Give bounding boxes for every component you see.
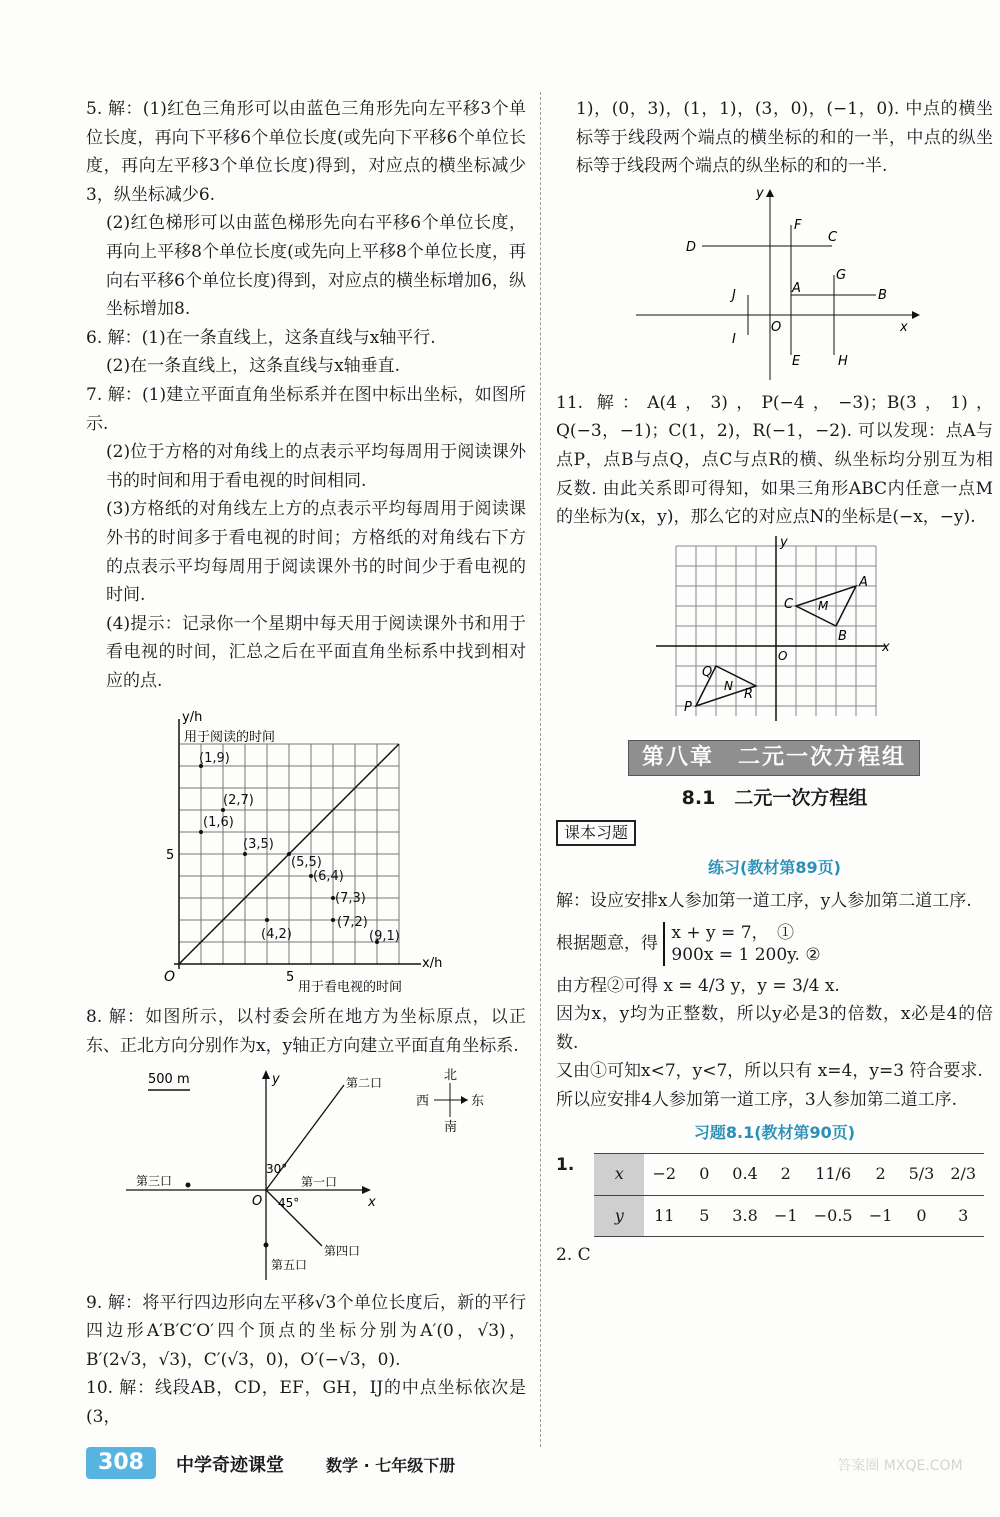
point-label: (1,9) [199, 751, 230, 767]
answer-7-part2: (2)位于方格的对角线上的点表示平均每周用于阅读课外书的时间和用于看电视的时间相同. [106, 442, 526, 491]
origin-label: O [252, 1193, 263, 1209]
point-A: A [859, 574, 868, 590]
answer-7-part1: 7. 解：(1)建立平面直角坐标系并在图中标出坐标，如图所示. [86, 384, 526, 434]
table-row-x [594, 1154, 984, 1196]
point-P: P [684, 699, 692, 715]
x-axis-label: x/h [422, 956, 443, 972]
point-label: (9,1) [369, 929, 400, 945]
point-M: M [818, 598, 829, 613]
point-label: (5,5) [291, 855, 322, 871]
table-cell: 2 [766, 1154, 806, 1196]
answer-5-part2: (2)红色梯形可以由蓝色梯形先向右平移6个单位长度，再向上平移8个单位长度(或先向上平移8个单位长度，再向右平移6个单位长度)得到，对应点的横坐标增加6，纵坐标增加8. [106, 213, 526, 320]
point-label: (7,3) [335, 891, 366, 907]
south-label: 南 [444, 1119, 458, 1135]
answer-10-continued: 1)，(0，3)，(1，1)，(3，0)，(−1，0). 中点的横坐标等于线段两个端点的横坐标的和的一半，中点的纵坐标等于线段两个端点的纵坐标的和的一半. [576, 99, 993, 177]
equation-1: x + y = 7， ① [671, 922, 795, 943]
table-cell: −2 [644, 1154, 684, 1196]
table-cell: 3 [942, 1195, 984, 1237]
compass-icon [416, 1068, 484, 1135]
y-axis-label: y [780, 535, 788, 550]
question-1 [556, 1151, 993, 1241]
table-cell: 2 [861, 1154, 901, 1196]
table-cell: −0.5 [806, 1195, 861, 1237]
point-J: J [732, 287, 736, 303]
table-cell: 5/3 [901, 1154, 943, 1196]
equation-intro: 根据题意，得 [556, 933, 658, 954]
well-map [86, 1065, 526, 1285]
reading-tv-graph [86, 699, 526, 999]
origin-label: O [164, 969, 176, 986]
point-H: H [838, 353, 848, 369]
answer-11: 11. 解：A(4，3)，P(−4，−3)；B(3，1)，Q(−3，−1)；C(1，2)，R(−1，−2). 可以发现：点A与点P，点B与点Q，点C与点R的横、纵坐标均分别互为相反数. 由此关系即可得知，如果三角形ABC内任意一点M的坐标为(x，y)，那么它的对应点N的坐标是(−x，−y). [556, 392, 993, 528]
well-4-label: 第四口 [324, 1243, 361, 1258]
point-G: G [836, 267, 847, 283]
table-cell: 11 [644, 1195, 684, 1237]
x-axis-label: x [368, 1194, 376, 1210]
page-footer [86, 1447, 506, 1483]
exercise-tag: 课本习题 [556, 820, 636, 846]
answer-10-start: 10. 解：线段AB，CD，EF，GH，IJ的中点坐标依次是(3， [86, 1378, 526, 1428]
west-label: 西 [416, 1093, 430, 1109]
book-title: 中学奇迹课堂 [176, 1455, 284, 1476]
answer-6-part2: (2)在一条直线上，这条直线与x轴垂直. [106, 356, 401, 377]
section-title: 8.1 二元一次方程组 [681, 786, 868, 809]
solution-step-5: 又由①可知x<7，y<7，所以只有 x=4，y=3 符合要求. [556, 1061, 983, 1082]
chapter-banner: 第八章 二元一次方程组 [628, 740, 920, 776]
angle-45-label: 45° [278, 1195, 300, 1210]
well-1-label: 第一口 [301, 1174, 338, 1189]
equation-2: 900x = 1 200y. ② [671, 944, 821, 965]
point-I: I [732, 331, 736, 347]
x-axis-label: x [882, 639, 890, 655]
point-C: C [828, 229, 838, 245]
practice-heading: 练习(教材第89页) [708, 858, 841, 878]
solution-step-4: 因为x，y均为正整数，所以y必是3的倍数，x必是4的倍数. [556, 1004, 993, 1053]
answer-9: 9. 解：将平行四边形向左平移√3个单位长度后，新的平行四边形A′B′C′O′四个顶点的坐标分别为A′(0，√3)，B′(2√3，√3)，C′(√3，0)，O′(−√3，0). [86, 1292, 526, 1370]
answer-6-part1: 6. 解：(1)在一条直线上，这条直线与x轴平行. [86, 327, 436, 348]
question-1-number: 1. [556, 1155, 575, 1176]
north-label: 北 [444, 1067, 458, 1083]
solution-conclusion: 所以应安排4人参加第一道工序，3人参加第二道工序. [556, 1089, 958, 1110]
point-R: R [744, 686, 754, 702]
answer-5-part1: 5. 解：(1)红色三角形可以由蓝色三角形先向左平移3个单位长度，再向下平移6个单位长度(或先向下平移6个单位长度，再向左平移3个单位长度)得到，对应点的横坐标减少3，纵坐标减少6. [86, 99, 526, 205]
answer-8: 8. 解：如图所示，以村委会所在地方为坐标原点，以正东、正北方向分别作为x，y轴正方向建立平面直角坐标系. [86, 1007, 526, 1057]
row-header-y: y [594, 1195, 644, 1237]
right-column [556, 95, 993, 1270]
well-3-label: 第三口 [136, 1173, 173, 1188]
point-label: (7,2) [337, 915, 368, 931]
point-label: (1,6) [203, 815, 234, 831]
table-cell: −1 [766, 1195, 806, 1237]
question-2-answer: 2. C [556, 1245, 591, 1266]
x-tick-5: 5 [286, 970, 295, 986]
y-axis-label: y [272, 1071, 280, 1087]
table-cell: 2/3 [942, 1154, 984, 1196]
watermark: 答案圈 MXQE.COM [837, 1458, 963, 1474]
table-cell: −1 [861, 1195, 901, 1237]
point-A: A [792, 280, 801, 296]
column-divider [540, 92, 541, 1447]
east-label: 东 [471, 1093, 485, 1109]
table-row-y [594, 1195, 984, 1237]
equation-system [556, 922, 993, 966]
left-column [86, 95, 526, 1432]
y-tick-5: 5 [166, 848, 175, 864]
table-cell: 5 [684, 1195, 724, 1237]
solution-step-3: 由方程②可得 x = 4/3 y，y = 3/4 x. [556, 975, 840, 996]
point-label: (3,5) [243, 837, 274, 853]
x-axis-label: x [900, 319, 908, 335]
midpoint-graph [556, 185, 993, 385]
point-label: (6,4) [313, 869, 344, 885]
table-cell: 0 [684, 1154, 724, 1196]
triangle-graph [556, 536, 993, 726]
point-C: C [784, 596, 794, 612]
solution-intro: 解：设应安排x人参加第一道工序，y人参加第二道工序. [556, 890, 972, 911]
x-axis-caption: 用于看电视的时间 [298, 980, 403, 996]
well-5-label: 第五口 [271, 1257, 308, 1272]
point-Q: Q [702, 664, 713, 680]
subject-label: 数学 · 七年级下册 [326, 1456, 456, 1475]
value-table [594, 1153, 984, 1237]
answer-7-part4: (4)提示：记录你一个星期中每天用于阅读课外书和用于看电视的时间，汇总之后在平面直角坐标系中找到相对应的点. [106, 613, 526, 691]
point-F: F [794, 217, 802, 233]
origin-label: O [778, 648, 788, 663]
answer-7-part3: (3)方格纸的对角线左上方的点表示平均每周用于阅读课外书的时间多于看电视的时间；方格纸的对角线右下方的点表示平均每周用于阅读课外书的时间少于看电视的时间. [106, 499, 526, 606]
row-header-x: x [594, 1154, 644, 1196]
y-axis-label: y [756, 185, 764, 201]
graph-points [199, 751, 400, 944]
table-cell: 0.4 [724, 1154, 765, 1196]
scale-label: 500 m [148, 1071, 190, 1087]
point-E: E [792, 353, 801, 369]
exercise-heading: 习题8.1(教材第90页) [693, 1122, 856, 1142]
point-D: D [686, 239, 697, 255]
y-axis-caption: 用于阅读的时间 [184, 730, 276, 746]
point-N: N [724, 678, 733, 693]
y-axis-label: y/h [182, 710, 203, 726]
table-cell: 0 [901, 1195, 943, 1237]
point-B: B [878, 287, 887, 303]
point-label: (4,2) [261, 927, 292, 943]
table-cell: 3.8 [724, 1195, 765, 1237]
origin-label: O [771, 319, 782, 335]
table-cell: 11/6 [806, 1154, 861, 1196]
angle-30-label: 30° [266, 1161, 288, 1176]
page-number: 308 [86, 1447, 156, 1479]
well-2-label: 第二口 [346, 1075, 383, 1090]
point-B: B [838, 628, 847, 644]
point-label: (2,7) [223, 793, 254, 809]
